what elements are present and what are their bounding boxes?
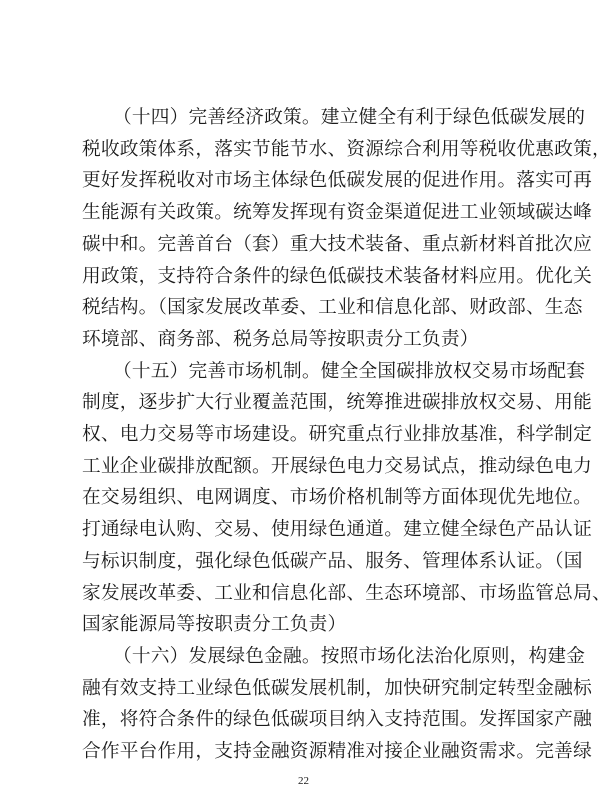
text-line: （十五）完善市场机制。健全全国碳排放权交易市场配套 xyxy=(113,360,586,382)
text-line: 环境部、商务部、税务总局等按职责分工负责） xyxy=(82,328,479,350)
text-line: 融有效支持工业绿色低碳发展机制，加快研究制定转型金融标 xyxy=(82,677,592,699)
text-line: 在交易组织、电网调度、市场价格机制等方面体现优先地位。 xyxy=(82,487,592,509)
text-line: 税结构。（国家发展改革委、工业和信息化部、财政部、生态 xyxy=(82,297,583,319)
text-line: 合作平台作用，支持金融资源精准对接企业融资需求。完善绿 xyxy=(82,741,592,762)
text-line: 制度，逐步扩大行业覆盖范围，统筹推进碳排放权交易、用能 xyxy=(82,392,592,414)
text-line: 税收政策体系，落实节能节水、资源综合利用等税收优惠政策， xyxy=(82,138,611,160)
text-line: 家发展改革委、工业和信息化部、生态环境部、市场监管总局、 xyxy=(82,582,611,604)
text-line: 国家能源局等按职责分工负责） xyxy=(82,614,347,636)
text-line: 与标识制度，强化绿色低碳产品、服务、管理体系认证。（国 xyxy=(82,550,583,572)
text-line: （十六）发展绿色金融。按照市场化法治化原则，构建金 xyxy=(113,645,586,667)
text-line: 更好发挥税收对市场主体绿色低碳发展的促进作用。落实可再 xyxy=(82,170,592,192)
text-line: 碳中和。完善首台（套）重大技术装备、重点新材料首批次应 xyxy=(82,233,592,255)
text-line: 权、电力交易等市场建设。研究重点行业排放基准，科学制定 xyxy=(82,424,592,445)
text-line: 工业企业碳排放配额。开展绿色电力交易试点，推动绿色电力 xyxy=(82,455,592,477)
page-number: 22 xyxy=(298,775,309,787)
text-line: 生能源有关政策。统筹发挥现有资金渠道促进工业领域碳达峰 xyxy=(82,202,592,224)
text-line: 准，将符合条件的绿色低碳项目纳入支持范围。发挥国家产融 xyxy=(82,709,592,731)
text-line: （十四）完善经济政策。建立健全有利于绿色低碳发展的 xyxy=(113,107,586,128)
text-line: 打通绿电认购、交易、使用绿色通道。建立健全绿色产品认证 xyxy=(82,519,592,541)
text-line: 用政策，支持符合条件的绿色低碳技术装备材料应用。优化关 xyxy=(82,265,592,287)
